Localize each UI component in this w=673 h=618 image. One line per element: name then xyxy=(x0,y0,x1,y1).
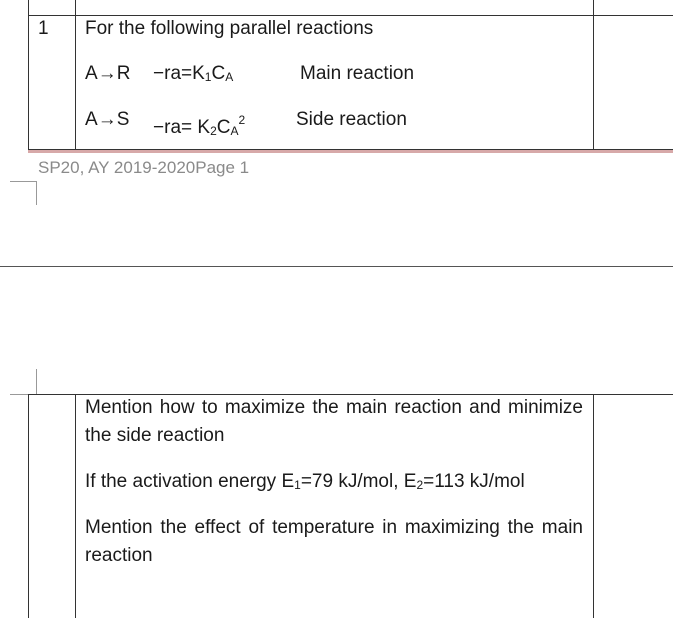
page-separator xyxy=(0,266,673,267)
page-footer: SP20, AY 2019-2020Page 1 xyxy=(38,158,250,177)
question-temperature: Mention the effect of temperature in maximizing the main reaction xyxy=(85,517,583,566)
table-bottom-shadow xyxy=(28,150,673,153)
reaction-side-equation: A→S xyxy=(85,109,130,130)
crop-mark-top-vertical xyxy=(36,181,37,205)
question-maximize: Mention how to maximize the main reaction and minimize the side reaction xyxy=(85,397,583,446)
crop-mark-bottom-vertical xyxy=(36,369,37,395)
intro-text: For the following parallel reactions xyxy=(85,18,374,39)
question-activation-energy: If the activation energy $E_1=79$ kJ/mol, $E_2=113$ kJ/mol xyxy=(85,471,525,492)
crop-mark-top xyxy=(10,181,37,182)
reaction-main-label: Main reaction xyxy=(300,63,415,84)
reaction-main-equation: A→R xyxy=(85,63,131,84)
row-number: 1 xyxy=(38,18,49,39)
reaction-side-label: Side reaction xyxy=(296,109,407,130)
column-divider-2 xyxy=(593,0,594,150)
column-divider-1 xyxy=(75,394,76,618)
reaction-side-rate: $-ra= K_2C_A^2$ xyxy=(153,113,246,138)
reaction-main-rate: $-ra=K_1C_A$ xyxy=(153,63,234,84)
table-left-border xyxy=(28,0,29,150)
arrow-icon: → xyxy=(97,63,117,84)
column-divider-2 xyxy=(593,394,594,618)
table-left-border xyxy=(28,394,29,618)
column-divider-1 xyxy=(75,0,76,150)
arrow-icon: → xyxy=(97,109,117,130)
